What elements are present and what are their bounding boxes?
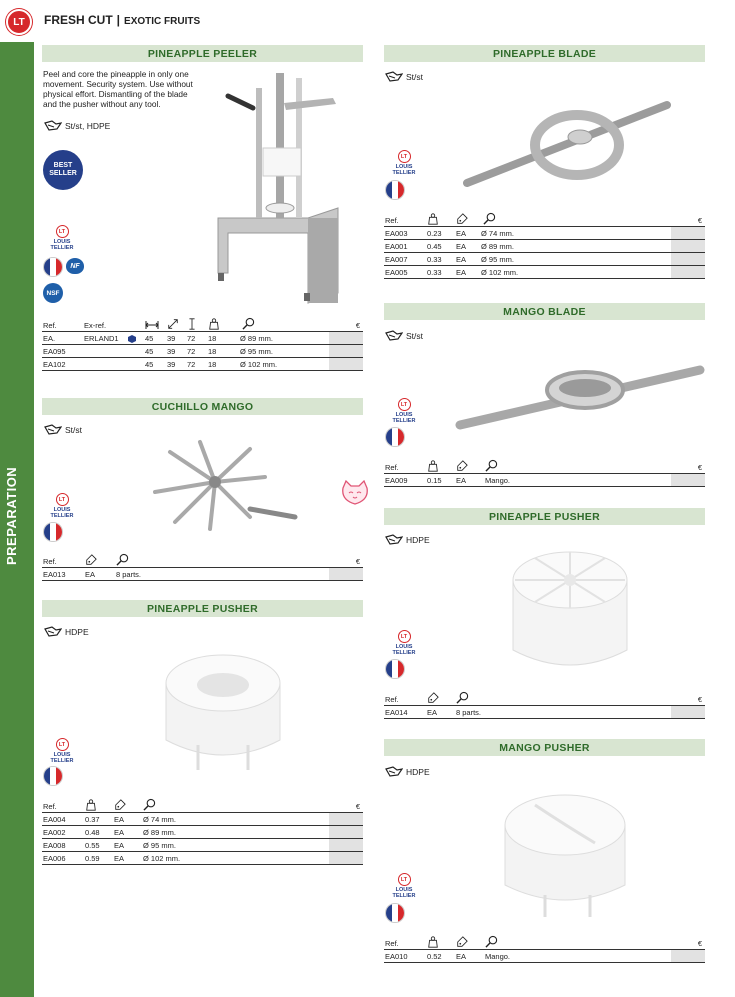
height-icon (187, 318, 197, 330)
table-row (42, 813, 363, 826)
cell-ref: EA095 (43, 346, 66, 356)
cell-unit: EA (114, 827, 125, 837)
cuchillo-mango-image (150, 437, 300, 537)
cell-size: Ø 95 mm. (143, 840, 176, 850)
size-icon (485, 935, 498, 948)
brand-label: LOUIS TELLIER (50, 507, 74, 519)
table-row (42, 839, 363, 852)
louis-tellier-logo: LT LOUIS TELLIER (384, 150, 424, 176)
cell-unit: EA (427, 707, 438, 717)
cell-ref: EA008 (43, 840, 66, 850)
table-row (384, 253, 705, 266)
col-euro: € (697, 216, 702, 225)
mango-pusher-material (385, 766, 430, 778)
france-flag-icon (43, 766, 63, 786)
cell-size: Ø 89 mm. (143, 827, 176, 837)
size-icon (116, 553, 129, 566)
cell-weight: 0.55 (85, 840, 100, 850)
section-title-mango-blade: MANGO BLADE (384, 303, 705, 320)
table-header (42, 318, 363, 332)
brand-label: LOUIS TELLIER (392, 887, 416, 899)
cell-ref: EA. (43, 333, 56, 343)
peeler-description: Peel and core the pineapple in only one movement. Security system. Use without physical effort. Dismantling of the blade and the pusher without any tool. (43, 69, 193, 109)
material-icon (385, 330, 403, 342)
col-ref: Ref. (385, 463, 399, 472)
cell-size: Ø 102 mm. (240, 359, 278, 369)
cell-size: Ø 74 mm. (481, 228, 514, 238)
col-euro: € (355, 321, 360, 330)
material-icon (44, 626, 62, 638)
size-icon (485, 459, 498, 472)
table-header (384, 936, 705, 950)
nf-certification-icon: NF (66, 258, 84, 274)
pusher-left-material-label: HDPE (65, 627, 89, 637)
col-ref: Ref. (385, 939, 399, 948)
pineapple-blade-image (462, 95, 692, 195)
section-title-pineapple-pusher: PINEAPPLE PUSHER (384, 508, 705, 525)
header-separator: | (116, 13, 121, 27)
blade-material (385, 71, 423, 83)
col-ref: Ref. (43, 557, 57, 566)
table-header (384, 213, 705, 227)
cell-unit: EA (114, 814, 125, 824)
louis-tellier-logo: LT LOUIS TELLIER (384, 398, 424, 424)
cell-ref: EA009 (385, 475, 408, 485)
col-euro: € (355, 557, 360, 566)
table-row (42, 345, 363, 358)
table-row (42, 332, 363, 345)
cell-height: 72 (187, 346, 196, 356)
col-ref: Ref. (43, 802, 57, 811)
cell-weight: 18 (208, 333, 217, 343)
material-icon (385, 71, 403, 83)
weight-icon (85, 799, 97, 811)
louis-tellier-logo: LT LOUIS TELLIER (384, 630, 424, 656)
cell-ref: EA002 (43, 827, 66, 837)
pusher-right-material (385, 534, 430, 546)
cell-ref: EA007 (385, 254, 408, 264)
table-row (384, 266, 705, 279)
cell-unit: EA (456, 951, 467, 961)
france-flag-icon (43, 257, 63, 277)
cell-desc: 8 parts. (116, 569, 142, 579)
size-icon (483, 212, 496, 225)
page-subtitle: EXOTIC FRUITS (124, 16, 201, 27)
mango-pusher-table (384, 936, 705, 963)
cell-unit: EA (456, 267, 467, 277)
cell-unit: EA (456, 228, 467, 238)
depth-icon (167, 318, 179, 330)
cell-weight: 0.37 (85, 814, 100, 824)
cell-ref: EA010 (385, 951, 408, 961)
cell-desc: 8 parts. (456, 707, 482, 717)
page-header (44, 13, 200, 27)
cell-weight: 0.23 (427, 228, 442, 238)
cell-ref: EA004 (43, 814, 66, 824)
cell-size: Mango. (485, 475, 511, 485)
brand-label: LOUIS TELLIER (392, 412, 416, 424)
cell-size: Ø 102 mm. (143, 853, 181, 863)
brand-label: LOUIS TELLIER (392, 644, 416, 656)
unit-icon (456, 213, 468, 225)
peeler-material (44, 120, 110, 132)
pusher-right-material-label: HDPE (406, 535, 430, 545)
cat-mascot-icon (340, 480, 370, 506)
cell-depth: 39 (167, 333, 176, 343)
cell-weight: 0.45 (427, 241, 442, 251)
table-row (42, 826, 363, 839)
brand-label: LOUIS TELLIER (50, 752, 74, 764)
cell-weight: 0.15 (427, 475, 442, 485)
blade-material-label: St/st (406, 72, 424, 82)
table-row (384, 706, 705, 719)
table-row (384, 240, 705, 253)
brand-logo: LT (6, 9, 32, 35)
cell-size: Ø 102 mm. (481, 267, 519, 277)
cuchillo-material-label: St/st (65, 425, 83, 435)
unit-icon (427, 692, 439, 704)
table-row (42, 568, 363, 581)
blade-table (384, 213, 705, 279)
cell-unit: EA (114, 853, 125, 863)
table-header (384, 692, 705, 706)
width-icon (145, 320, 159, 330)
cell-ref: EA102 (43, 359, 66, 369)
mango-pusher-material-label: HDPE (406, 767, 430, 777)
cell-unit: EA (114, 840, 125, 850)
cell-weight: 18 (208, 346, 217, 356)
section-title-pineapple-peeler: PINEAPPLE PEELER (42, 45, 363, 62)
cell-unit: EA (456, 254, 467, 264)
col-euro: € (697, 695, 702, 704)
cell-height: 72 (187, 333, 196, 343)
cell-ref: EA013 (43, 569, 66, 579)
unit-icon (456, 460, 468, 472)
size-icon (242, 317, 255, 330)
weight-icon (427, 460, 439, 472)
cell-size: Mango. (485, 951, 511, 961)
mango-blade-material-label: St/st (406, 331, 424, 341)
mango-blade-table (384, 460, 705, 487)
cell-unit: EA (456, 475, 467, 485)
pusher-left-table (42, 799, 363, 865)
col-euro: € (697, 939, 702, 948)
cell-size: Ø 95 mm. (240, 346, 273, 356)
best-seller-badge: BEST SELLER (43, 150, 83, 190)
material-icon (385, 766, 403, 778)
peeler-table (42, 318, 363, 371)
nsf-certification-icon: NSF (43, 283, 63, 303)
pineapple-peeler-image (208, 68, 358, 304)
cell-ref: EA001 (385, 241, 408, 251)
mango-blade-material (385, 330, 423, 342)
table-row (384, 474, 705, 487)
cell-height: 72 (187, 359, 196, 369)
table-header (384, 460, 705, 474)
material-icon (44, 120, 62, 132)
cell-width: 45 (145, 359, 154, 369)
col-ref: Ref. (385, 695, 399, 704)
section-title-pineapple-blade: PINEAPPLE BLADE (384, 45, 705, 62)
brand-label: LOUIS TELLIER (50, 239, 74, 251)
france-flag-icon (385, 427, 405, 447)
section-title-cuchillo-mango: CUCHILLO MANGO (42, 398, 363, 415)
cell-depth: 39 (167, 359, 176, 369)
size-icon (456, 691, 469, 704)
cell-size: Ø 74 mm. (143, 814, 176, 824)
table-row (384, 227, 705, 240)
size-icon (143, 798, 156, 811)
brand-label: LOUIS TELLIER (392, 164, 416, 176)
col-ref: Ref. (385, 216, 399, 225)
table-row (384, 950, 705, 963)
col-exref: Ex-ref. (84, 321, 107, 330)
cell-ref: EA006 (43, 853, 66, 863)
louis-tellier-logo: LT LOUIS TELLIER (42, 738, 82, 764)
cell-weight: 0.59 (85, 853, 100, 863)
pusher-left-material (44, 626, 89, 638)
france-flag-icon (385, 659, 405, 679)
cell-ref: EA014 (385, 707, 408, 717)
cell-width: 45 (145, 346, 154, 356)
page-title: FRESH CUT (44, 13, 113, 27)
cell-size: Ø 89 mm. (240, 333, 273, 343)
table-header (42, 554, 363, 568)
france-flag-icon (385, 903, 405, 923)
table-row (42, 358, 363, 371)
cell-weight: 0.33 (427, 254, 442, 264)
peeler-material-label: St/st, HDPE (65, 121, 111, 131)
cuchillo-material (44, 424, 82, 436)
cell-weight: 18 (208, 359, 217, 369)
cuchillo-table (42, 554, 363, 581)
cell-size: Ø 95 mm. (481, 254, 514, 264)
cell-weight: 0.33 (427, 267, 442, 277)
col-euro: € (355, 802, 360, 811)
louis-tellier-logo: LT LOUIS TELLIER (384, 873, 424, 899)
unit-icon (456, 936, 468, 948)
cell-ref: EA005 (385, 267, 408, 277)
cell-ref: EA003 (385, 228, 408, 238)
pineapple-pusher-image (505, 540, 635, 690)
pusher-right-table (384, 692, 705, 719)
unit-icon (114, 799, 126, 811)
mango-pusher-image (495, 785, 635, 925)
cell-unit: EA (85, 569, 96, 579)
weight-icon (208, 318, 220, 330)
cell-exref: ERLAND1 (84, 333, 119, 343)
france-flag-icon (43, 522, 63, 542)
louis-tellier-logo: LT LOUIS TELLIER (42, 493, 82, 519)
cell-weight: 0.52 (427, 951, 442, 961)
table-row (42, 852, 363, 865)
col-ref: Ref. (43, 321, 57, 330)
cell-width: 45 (145, 333, 154, 343)
unit-icon (85, 554, 97, 566)
table-header (42, 799, 363, 813)
france-flag-icon (385, 180, 405, 200)
mango-blade-image (455, 355, 705, 435)
cell-weight: 0.48 (85, 827, 100, 837)
section-title-pineapple-pusher: PINEAPPLE PUSHER (42, 600, 363, 617)
weight-icon (427, 213, 439, 225)
hexagon-icon (128, 335, 136, 343)
louis-tellier-logo: LT LOUIS TELLIER (42, 225, 82, 251)
material-icon (385, 534, 403, 546)
cell-unit: EA (456, 241, 467, 251)
sidebar-label: PREPARATION (4, 466, 19, 565)
cell-depth: 39 (167, 346, 176, 356)
pineapple-pusher-image (158, 645, 288, 775)
cell-size: Ø 89 mm. (481, 241, 514, 251)
col-euro: € (697, 463, 702, 472)
weight-icon (427, 936, 439, 948)
material-icon (44, 424, 62, 436)
section-title-mango-pusher: MANGO PUSHER (384, 739, 705, 756)
